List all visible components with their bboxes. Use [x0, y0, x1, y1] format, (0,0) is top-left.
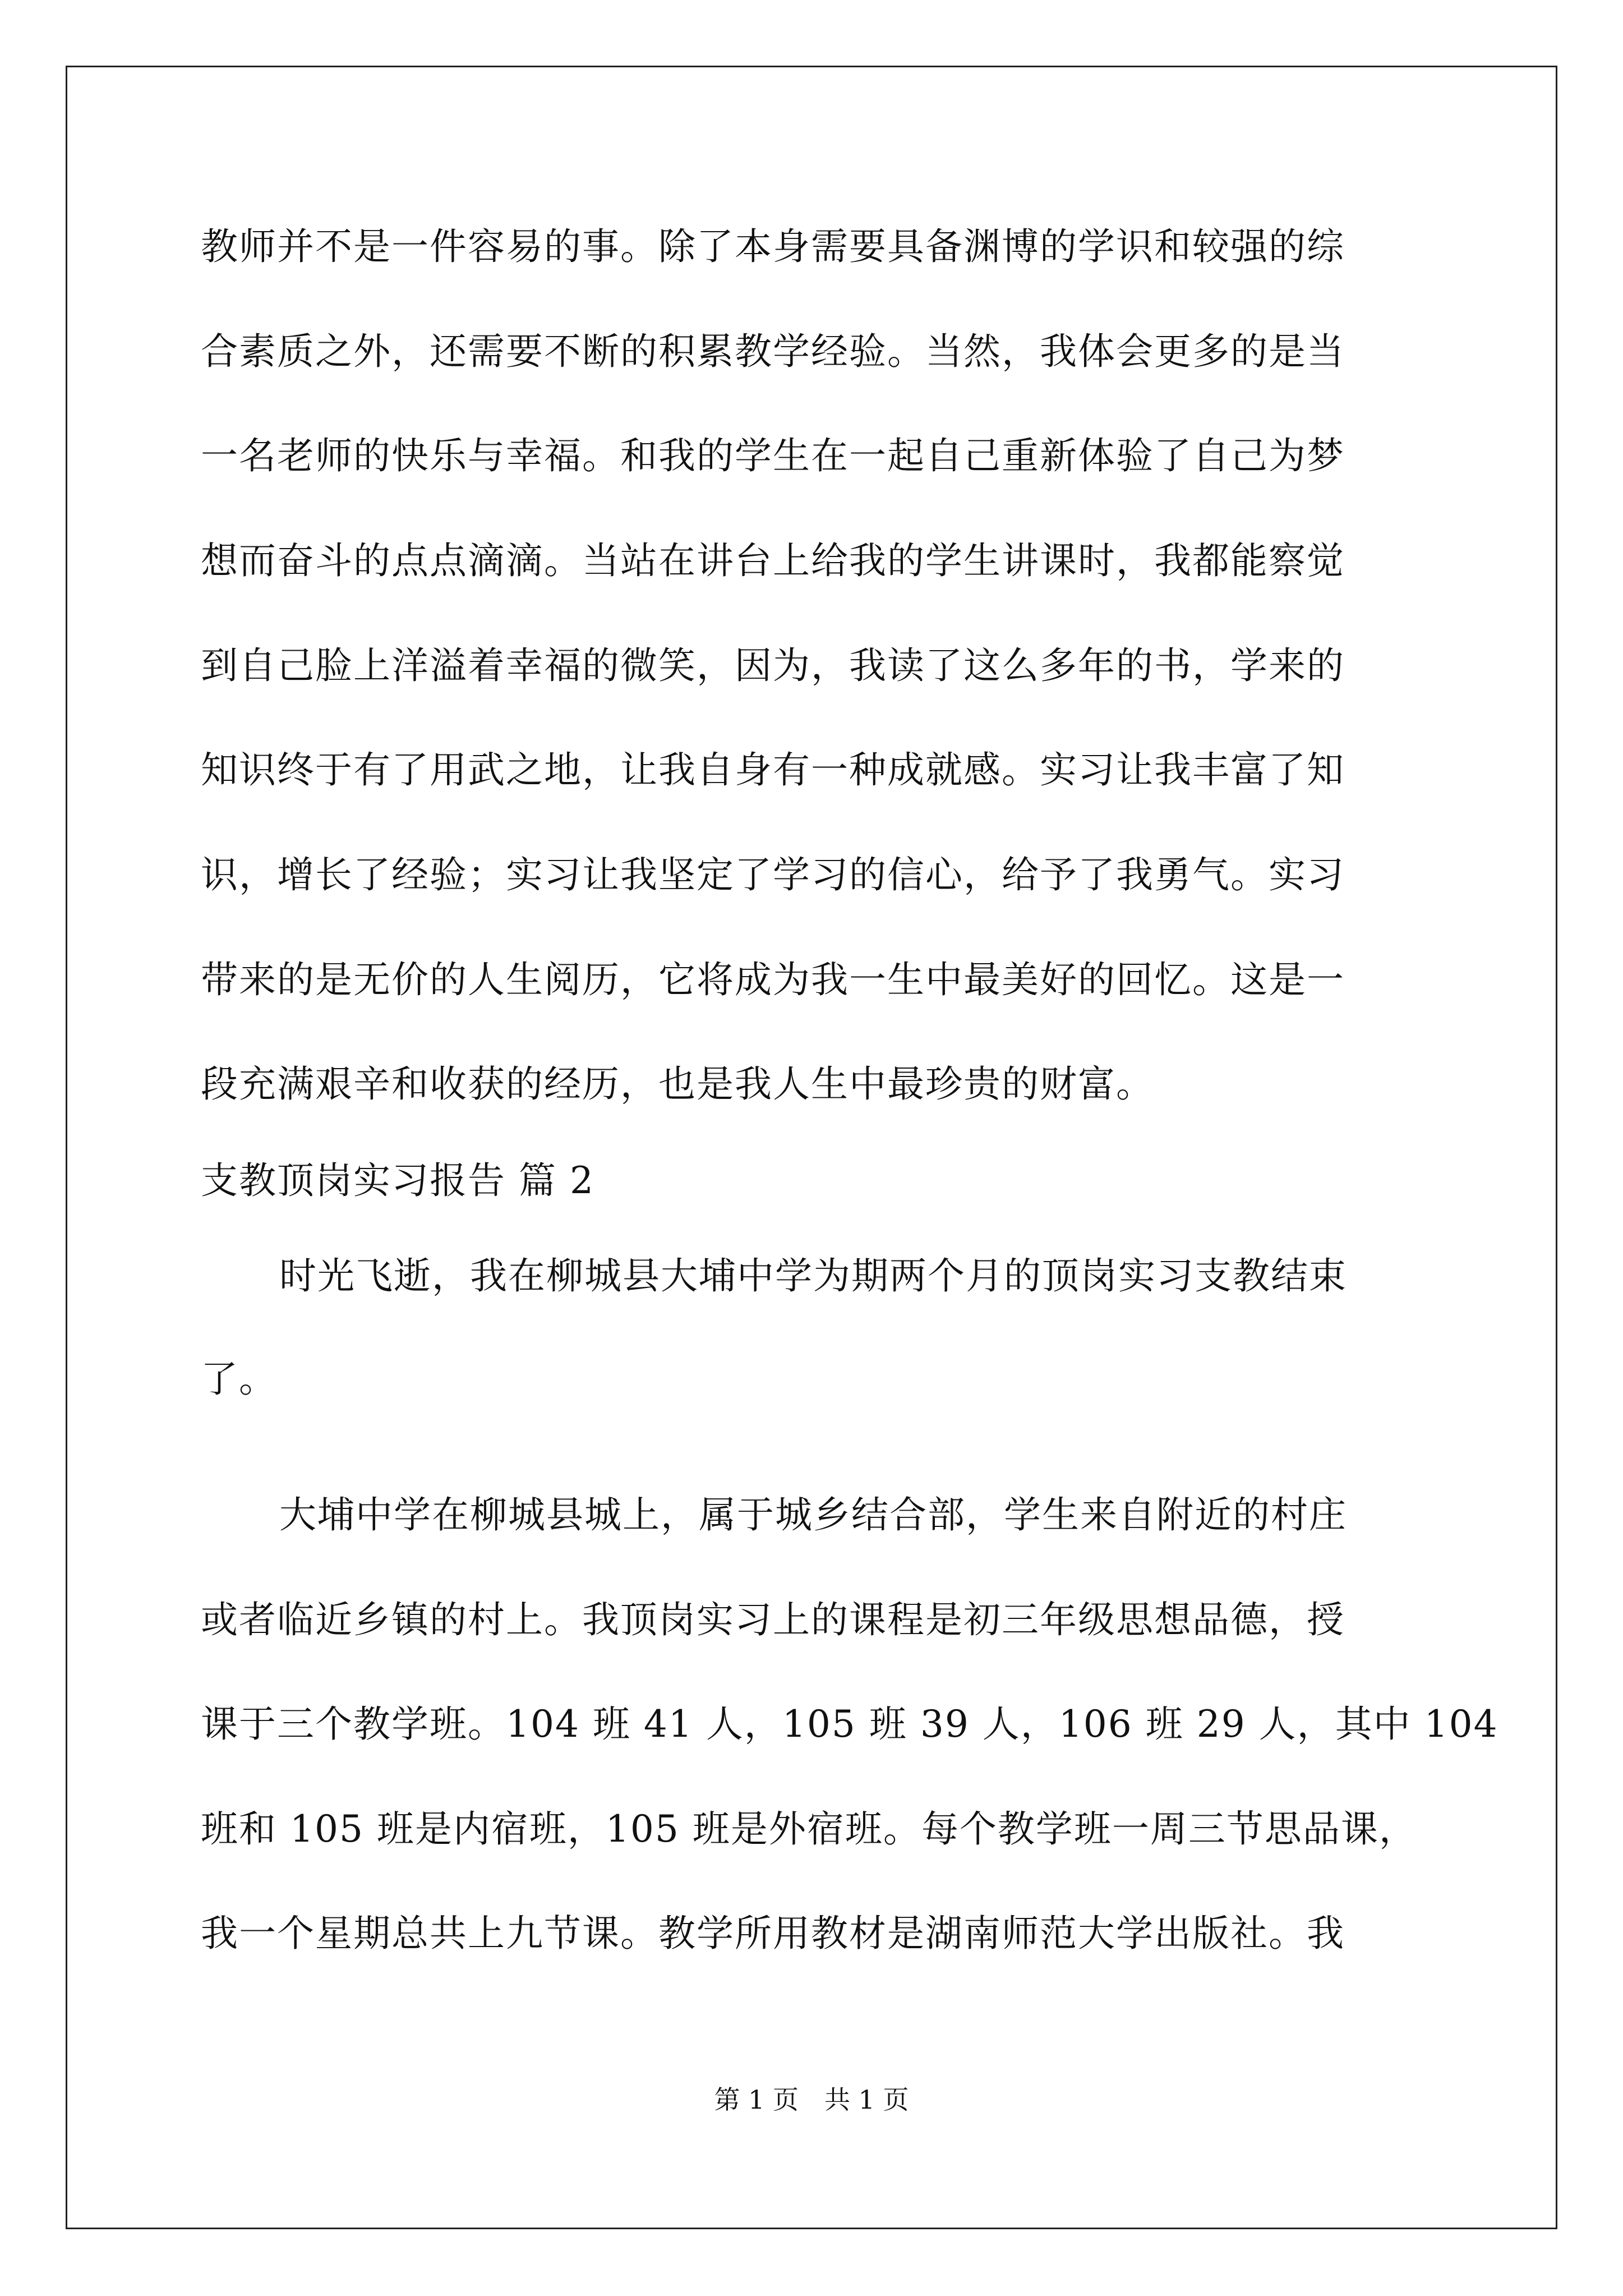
paragraph-3-line-2: 或者临近乡镇的村上。我顶岗实习上的课程是初三年级思想品德，授 [201, 1598, 1345, 1641]
paragraph-1-line-4: 想而奋斗的点点滴滴。当站在讲台上给我的学生讲课时，我都能察觉 [201, 539, 1345, 582]
paragraph-3-line-1: 大埔中学在柳城县城上，属于城乡结合部，学生来自附近的村庄 [279, 1493, 1347, 1536]
paragraph-1-line-7: 识，增长了经验；实习让我坚定了学习的信心，给予了我勇气。实习 [201, 853, 1345, 896]
paragraph-1-line-3: 一名老师的快乐与幸福。和我的学生在一起自己重新体验了自己为梦 [201, 434, 1345, 477]
paragraph-2-line-1: 时光飞逝，我在柳城县大埔中学为期两个月的顶岗实习支教结束 [279, 1254, 1347, 1297]
paragraph-1-line-8: 带来的是无价的人生阅历，它将成为我一生中最美好的回忆。这是一 [201, 958, 1345, 1001]
paragraph-1-line-5: 到自己脸上洋溢着幸福的微笑，因为，我读了这么多年的书，学来的 [201, 644, 1345, 687]
paragraph-3-line-3: 课于三个教学班。104 班 41 人，105 班 39 人，106 班 29 人，其中 104 [201, 1703, 1498, 1746]
paragraph-2-line-2: 了。 [201, 1358, 277, 1401]
section-heading: 支教顶岗实习报告 篇 2 [201, 1159, 594, 1202]
paragraph-1-line-1: 教师并不是一件容易的事。除了本身需要具备渊博的学识和较强的综 [201, 225, 1345, 268]
paragraph-1-line-6: 知识终于有了用武之地，让我自身有一种成就感。实习让我丰富了知 [201, 748, 1345, 792]
paragraph-3-line-5: 我一个星期总共上九节课。教学所用教材是湖南师范大学出版社。我 [201, 1912, 1345, 1955]
page-number-footer: 第 1 页 共 1 页 [714, 2085, 909, 2115]
page-border [66, 66, 1557, 2229]
paragraph-3-line-4: 班和 105 班是内宿班，105 班是外宿班。每个教学班一周三节思品课， [201, 1807, 1417, 1851]
paragraph-1-line-2: 合素质之外，还需要不断的积累教学经验。当然，我体会更多的是当 [201, 330, 1345, 373]
paragraph-1-line-9: 段充满艰辛和收获的经历，也是我人生中最珍贵的财富。 [201, 1062, 1154, 1106]
